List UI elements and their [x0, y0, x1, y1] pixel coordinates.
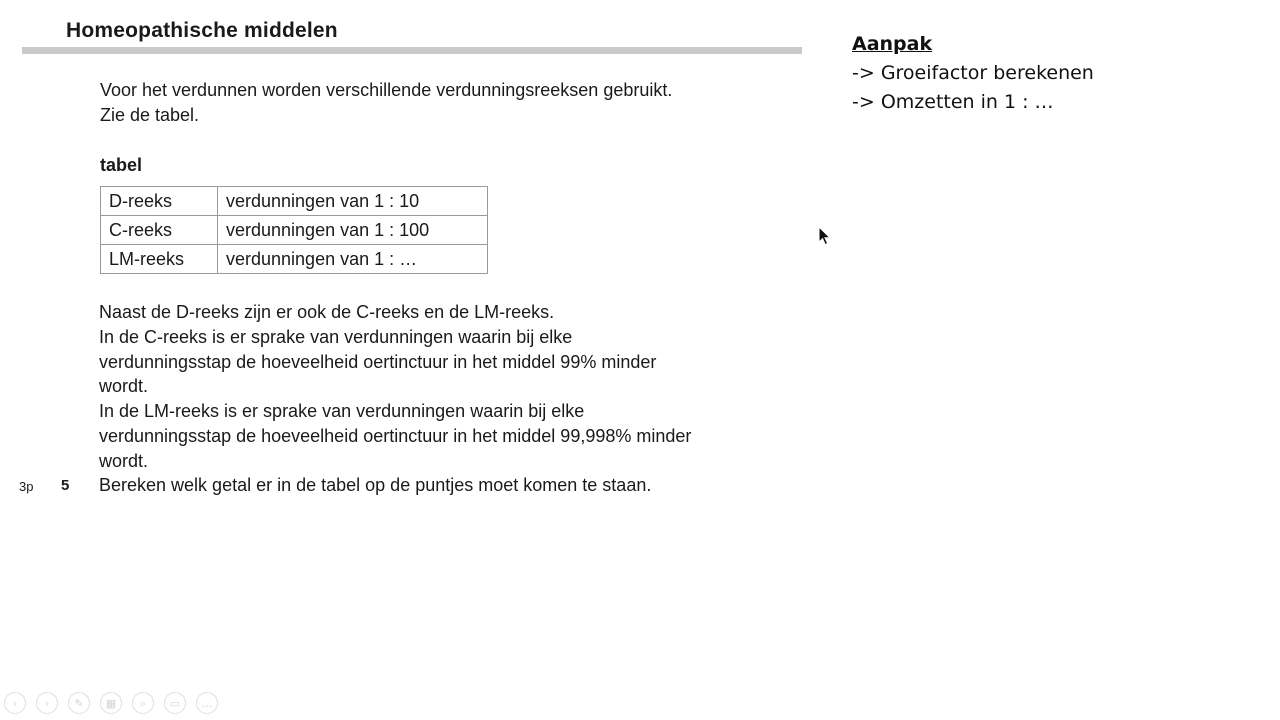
aanpak-step: -> Omzetten in 1 : …: [852, 91, 1054, 113]
table-cell-series: LM-reeks: [101, 245, 218, 274]
body-line: wordt.: [99, 376, 149, 397]
dilution-series-table: [100, 186, 488, 274]
aanpak-heading: Aanpak: [852, 33, 933, 55]
pen-icon[interactable]: ✎: [68, 692, 90, 714]
table-row: [101, 187, 488, 216]
question-points: 3p: [19, 479, 34, 494]
intro-line: Zie de tabel.: [100, 105, 200, 125]
table-cell-dilution: verdunningen van 1 : …: [218, 245, 488, 274]
body-line: verdunningsstap de hoeveelheid oertinctuur in het middel 99% minder: [99, 351, 657, 372]
intro-line: Voor het verdunnen worden verschillende verdunningsreeksen gebruikt.: [100, 80, 673, 100]
page-title: Homeopathische middelen: [66, 19, 338, 42]
question-number: 5: [61, 477, 70, 494]
slides-overview-icon[interactable]: ▦: [100, 692, 122, 714]
title-underline-bar: [22, 47, 802, 54]
aanpak-step: -> Groeifactor berekenen: [852, 62, 1094, 84]
question-text: Bereken welk getal er in de tabel op de puntjes moet komen te staan.: [99, 475, 652, 495]
mouse-pointer-icon: [818, 226, 832, 246]
intro-text: [100, 78, 820, 128]
more-options-icon[interactable]: …: [196, 692, 218, 714]
previous-slide-icon[interactable]: ‹: [4, 692, 26, 714]
table-row: [101, 245, 488, 274]
subtitles-icon[interactable]: ▭: [164, 692, 186, 714]
aanpak-notes: [852, 30, 1094, 117]
table-cell-dilution: verdunningen van 1 : 100: [218, 216, 488, 245]
body-line: verdunningsstap de hoeveelheid oertinctuur in het middel 99,998% minder: [99, 425, 692, 446]
body-line: wordt.: [99, 450, 149, 471]
next-slide-icon[interactable]: ›: [36, 692, 58, 714]
body-line: In de C-reeks is er sprake van verdunningen waarin bij elke: [99, 326, 573, 347]
table-label: tabel: [100, 155, 143, 175]
presentation-toolbar: [4, 692, 218, 714]
body-line: In de LM-reeks is er sprake van verdunningen waarin bij elke: [99, 401, 585, 422]
body-line: Naast de D-reeks zijn er ook de C-reeks en de LM-reeks.: [99, 302, 555, 322]
table-cell-dilution: verdunningen van 1 : 10: [218, 187, 488, 216]
body-text: [99, 300, 799, 474]
zoom-icon[interactable]: ⌕: [132, 692, 154, 714]
table-cell-series: C-reeks: [101, 216, 218, 245]
table-cell-series: D-reeks: [101, 187, 218, 216]
table-row: [101, 216, 488, 245]
